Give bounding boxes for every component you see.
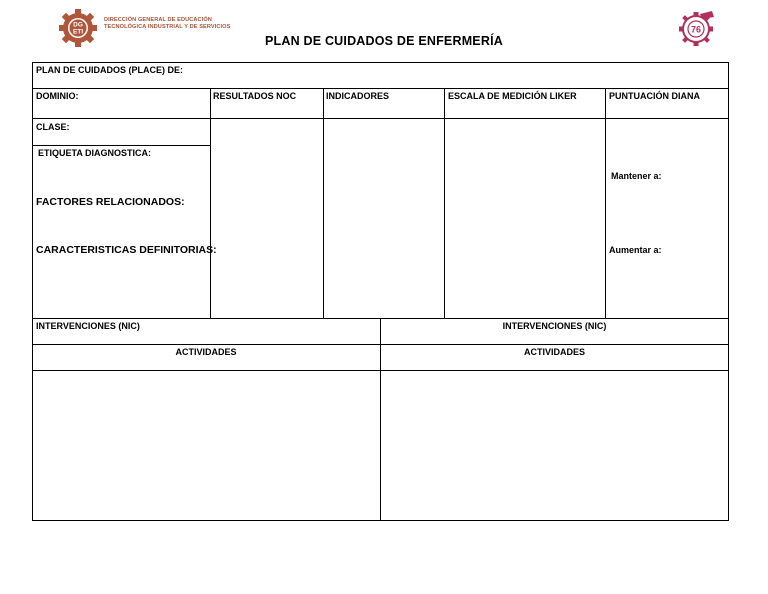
mantener-label: Mantener a: [611,171,662,181]
aumentar-label: Aumentar a: [609,245,662,255]
caracteristicas-label: CARACTERISTICAS DEFINITORIAS: [36,244,217,256]
svg-text:DG: DG [73,21,83,29]
escala-label: ESCALA DE MEDICIÓN LIKER [448,91,577,101]
etiqueta-label: ETIQUETA DIAGNOSTICA: [38,148,151,158]
plan-header-label: PLAN DE CUIDADOS (PLACE) DE: [36,65,184,75]
actividades-left-cell[interactable] [33,371,380,520]
dominio-label: DOMINIO: [36,91,79,101]
svg-text:ETI: ETI [72,28,84,36]
seal-number: 76 [690,24,702,35]
clase-label: CLASE: [36,122,70,132]
logo-text [104,17,230,30]
actividades-left-label: ACTIVIDADES [175,347,237,357]
resultados-noc-cell[interactable] [211,119,323,318]
factores-label: FACTORES RELACIONADOS: [36,196,185,208]
resultados-noc-label: RESULTADOS NOC [213,91,297,101]
actividades-right-cell[interactable] [381,371,728,520]
indicadores-cell[interactable] [324,119,444,318]
intervenciones-left-label: INTERVENCIONES (NIC) [36,321,140,331]
intervenciones-right-label: INTERVENCIONES (NIC) [502,321,607,331]
indicadores-label: INDICADORES [326,91,390,101]
page-title: PLAN DE CUIDADOS DE ENFERMERÍA [265,34,503,48]
escala-cell[interactable] [445,119,605,318]
logo-text-line-1: DIRECCIÓN GENERAL DE EDUCACIÓN [104,17,212,23]
logo-text-line-2: TECNOLÓGICA INDUSTRIAL Y DE SERVICIOS [104,23,231,30]
actividades-right-label: ACTIVIDADES [523,347,585,357]
puntuacion-label: PUNTUACIÓN DIANA [609,91,700,101]
